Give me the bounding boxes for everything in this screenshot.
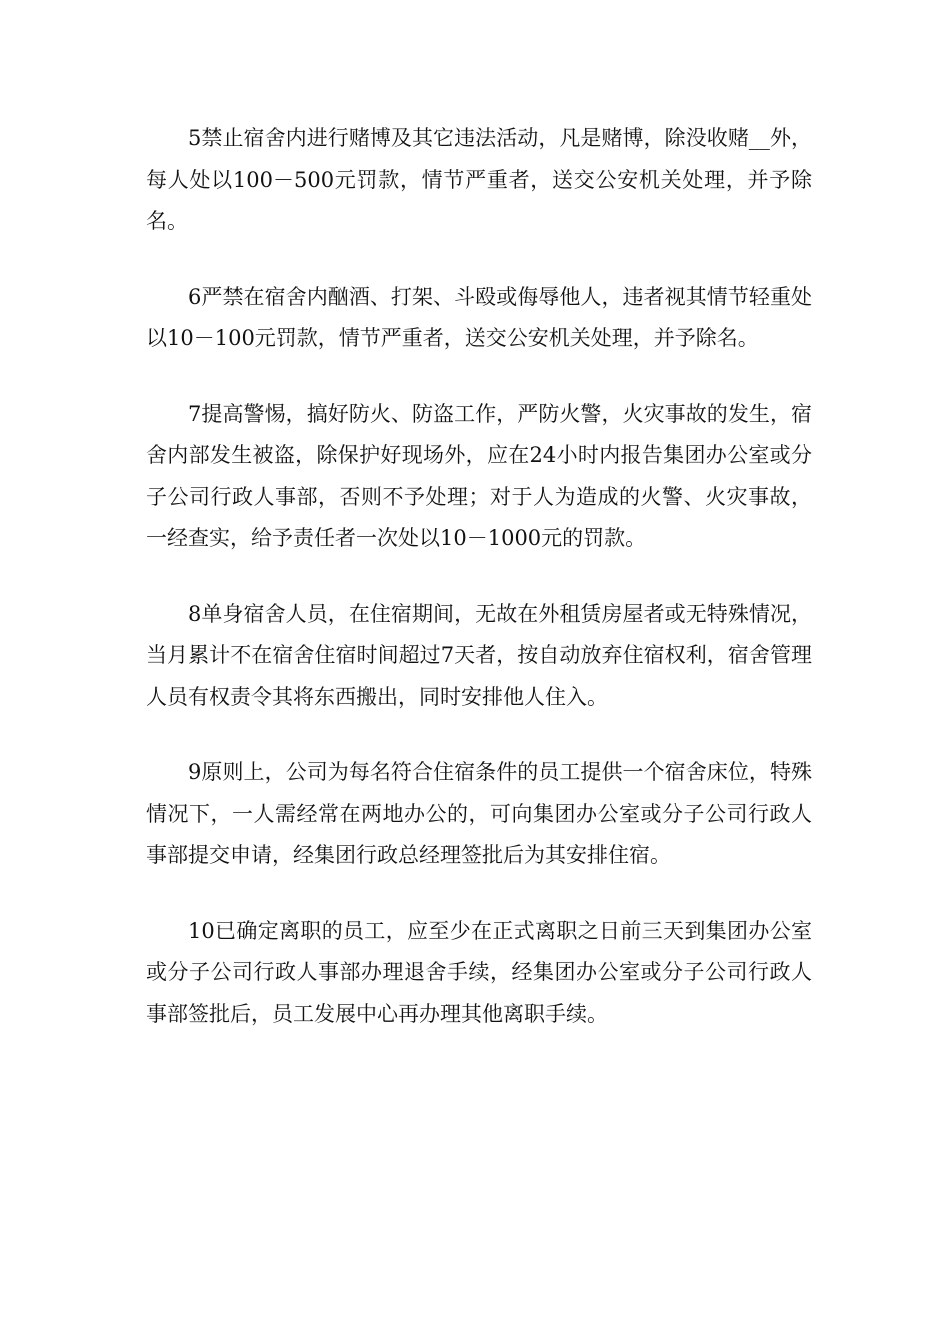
paragraph-rule-8: 8单身宿舍人员，在住宿期间，无故在外租赁房屋者或无特殊情况，当月累计不在宿舍住宿时间超过7天者，按自动放弃住宿权利，宿舍管理人员有权责令其将东西搬出，同时安排他人住入。 [146, 601, 812, 709]
paragraph-rule-9: 9原则上，公司为每名符合住宿条件的员工提供一个宿舍床位，特殊情况下，一人需经常在两地办公的，可向集团办公室或分子公司行政人事部提交申请，经集团行政总经理签批后为其安排住宿。 [146, 760, 812, 867]
paragraph-rule-7: 7提高警惕，搞好防火、防盗工作，严防火警，火灾事故的发生，宿舍内部发生被盗，除保护好现场外，应在24小时内报告集团办公室或分子公司行政人事部，否则不予处理；对于人为造成的火警、火灾事故，一经查实，给予责任者一次处以10－1000元的罚款。 [146, 401, 812, 550]
paragraph-rule-10: 10已确定离职的员工，应至少在正式离职之日前三天到集团办公室或分子公司行政人事部办理退舍手续，经集团办公室或分子公司行政人事部签批后，员工发展中心再办理其他离职手续。 [146, 918, 812, 1026]
paragraph-rule-5: 5禁止宿舍内进行赌博及其它违法活动，凡是赌博，除没收赌__外，每人处以100－500元罚款，情节严重者，送交公安机关处理，并予除名。 [146, 126, 812, 233]
document-body [146, 118, 812, 1069]
paragraph-rule-6: 6严禁在宿舍内酗酒、打架、斗殴或侮辱他人，违者视其情节轻重处以10－100元罚款，情节严重者，送交公安机关处理，并予除名。 [146, 284, 812, 350]
